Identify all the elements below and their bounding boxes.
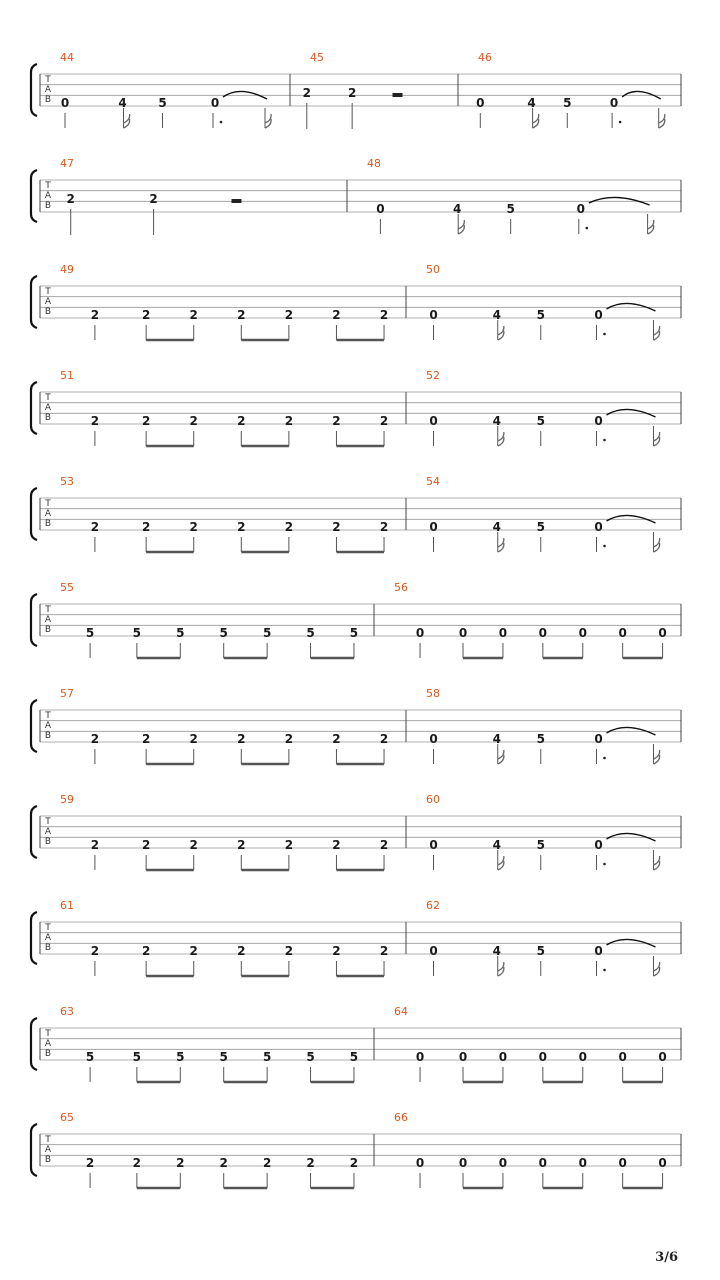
fret-number: 5 xyxy=(219,1050,228,1064)
fret-number: 2 xyxy=(141,838,151,852)
fret-number: 0 xyxy=(458,1050,468,1064)
measure-47 xyxy=(60,157,241,235)
measure-number: 52 xyxy=(426,369,440,382)
fret-number: 4 xyxy=(492,520,501,534)
fret-number: 2 xyxy=(332,944,341,958)
measure-number: 55 xyxy=(60,581,74,594)
half-rest xyxy=(393,93,403,97)
fret-number: 2 xyxy=(189,732,198,746)
measure-62 xyxy=(426,899,660,976)
fret-number: 0 xyxy=(594,308,603,322)
measure-60 xyxy=(426,793,660,870)
tab-clef-letter: B xyxy=(44,413,52,423)
note-flag xyxy=(265,119,271,128)
fret-number: 0 xyxy=(594,732,603,746)
fret-number: 5 xyxy=(85,1050,95,1064)
measure-50 xyxy=(426,263,660,340)
fret-number: 2 xyxy=(219,1156,228,1170)
fret-number: 0 xyxy=(429,944,438,958)
measure-number: 66 xyxy=(394,1111,408,1124)
note-flag xyxy=(498,538,504,547)
augmentation-dot xyxy=(586,227,589,230)
fret-number: 2 xyxy=(284,838,294,852)
fret-number: 0 xyxy=(538,1156,548,1170)
note-flag xyxy=(659,114,665,123)
note-flag xyxy=(654,543,660,552)
tab-clef-letter: T xyxy=(45,499,51,509)
note-flag xyxy=(654,538,660,547)
tab-clef-letter: T xyxy=(45,817,51,827)
fret-number: 0 xyxy=(458,626,468,640)
measure-number: 45 xyxy=(310,51,324,64)
measure-number: 56 xyxy=(394,581,408,594)
tab-clef-letter: A xyxy=(44,933,52,943)
note-flag xyxy=(654,962,660,971)
fret-number: 0 xyxy=(658,1050,667,1064)
fret-number: 2 xyxy=(237,838,246,852)
measure-63 xyxy=(60,1005,358,1082)
tab-system xyxy=(31,687,681,764)
fret-number: 5 xyxy=(132,626,142,640)
system-bracket xyxy=(31,912,37,964)
tab-clef-letter: B xyxy=(44,943,52,953)
fret-number: 0 xyxy=(578,1050,587,1064)
fret-number: 0 xyxy=(594,838,603,852)
fret-number: 2 xyxy=(347,86,357,100)
tab-clef-letter: B xyxy=(44,1049,52,1059)
tab-clef-letter: T xyxy=(45,923,51,933)
tab-clef-letter: T xyxy=(45,1135,51,1145)
note-flag xyxy=(265,114,271,123)
fret-number: 5 xyxy=(536,732,545,746)
fret-number: 2 xyxy=(332,414,341,428)
fret-number: 0 xyxy=(476,96,485,110)
note-flag xyxy=(648,225,654,234)
note-flag xyxy=(533,114,539,123)
note-flag xyxy=(648,220,654,229)
system-bracket xyxy=(31,806,37,858)
note-flag xyxy=(533,119,539,128)
augmentation-dot xyxy=(603,439,606,442)
fret-number: 2 xyxy=(189,520,198,534)
note-flag xyxy=(654,432,660,441)
fret-number: 5 xyxy=(349,1050,359,1064)
measure-number: 60 xyxy=(426,793,440,806)
fret-number: 4 xyxy=(492,838,501,852)
tab-clef-letter: T xyxy=(45,75,51,85)
note-flag xyxy=(654,861,660,870)
fret-number: 0 xyxy=(658,626,667,640)
augmentation-dot xyxy=(220,121,223,124)
note-flag xyxy=(498,967,504,976)
fret-number: 2 xyxy=(284,944,294,958)
fret-number: 5 xyxy=(219,626,228,640)
measure-number: 50 xyxy=(426,263,440,276)
tab-system xyxy=(31,1005,681,1082)
fret-number: 0 xyxy=(210,96,220,110)
measure-45 xyxy=(303,51,403,129)
fret-number: 2 xyxy=(379,520,389,534)
fret-number: 2 xyxy=(379,732,389,746)
fret-number: 4 xyxy=(118,96,127,110)
fret-number: 2 xyxy=(284,520,294,534)
measure-number: 65 xyxy=(60,1111,74,1124)
tab-clef-letter: B xyxy=(44,201,52,211)
fret-number: 2 xyxy=(332,732,341,746)
fret-number: 0 xyxy=(609,96,619,110)
note-flag xyxy=(498,750,504,759)
fret-number: 2 xyxy=(85,1156,95,1170)
tab-clef-letter: A xyxy=(44,1145,52,1155)
fret-number: 0 xyxy=(498,626,508,640)
fret-number: 2 xyxy=(302,86,311,100)
fret-number: 0 xyxy=(429,732,438,746)
fret-number: 2 xyxy=(189,944,198,958)
measure-number: 58 xyxy=(426,687,440,700)
fret-number: 4 xyxy=(453,202,462,216)
tab-clef-letter: A xyxy=(44,721,52,731)
measure-number: 57 xyxy=(60,687,74,700)
fret-number: 5 xyxy=(132,1050,142,1064)
note-flag xyxy=(458,225,464,234)
tab-clef-letter: B xyxy=(44,95,52,105)
fret-number: 2 xyxy=(141,732,151,746)
fret-number: 0 xyxy=(415,626,425,640)
fret-number: 2 xyxy=(237,944,246,958)
fret-number: 2 xyxy=(332,308,341,322)
fret-number: 0 xyxy=(594,944,603,958)
fret-number: 5 xyxy=(506,202,515,216)
fret-number: 2 xyxy=(141,944,151,958)
note-flag xyxy=(654,437,660,446)
fret-number: 5 xyxy=(563,96,572,110)
measure-44 xyxy=(60,51,271,128)
tab-system xyxy=(31,899,681,976)
fret-number: 2 xyxy=(284,732,294,746)
fret-number: 2 xyxy=(66,192,75,206)
augmentation-dot xyxy=(603,333,606,336)
measure-number: 49 xyxy=(60,263,74,276)
tab-clef-letter: B xyxy=(44,731,52,741)
augmentation-dot xyxy=(619,121,622,124)
fret-number: 4 xyxy=(492,414,501,428)
measure-52 xyxy=(426,369,660,446)
measure-61 xyxy=(60,899,388,976)
fret-number: 2 xyxy=(379,308,389,322)
fret-number: 5 xyxy=(536,520,545,534)
note-flag xyxy=(498,437,504,446)
fret-number: 0 xyxy=(415,1050,425,1064)
note-flag xyxy=(654,755,660,764)
fret-number: 0 xyxy=(594,414,603,428)
note-flag xyxy=(498,962,504,971)
measure-number: 46 xyxy=(478,51,492,64)
fret-number: 2 xyxy=(379,414,389,428)
augmentation-dot xyxy=(603,863,606,866)
fret-number: 2 xyxy=(237,414,246,428)
fret-number: 2 xyxy=(262,1156,272,1170)
tab-system xyxy=(31,263,681,340)
measure-66 xyxy=(394,1111,667,1188)
fret-number: 0 xyxy=(429,308,438,322)
tab-clef-letter: A xyxy=(44,85,52,95)
tab-clef-letter: B xyxy=(44,519,52,529)
fret-number: 2 xyxy=(237,732,246,746)
fret-number: 5 xyxy=(158,96,167,110)
tab-clef-letter: A xyxy=(44,403,52,413)
tab-clef-letter: B xyxy=(44,625,52,635)
fret-number: 0 xyxy=(594,520,603,534)
system-bracket xyxy=(31,64,37,116)
fret-number: 5 xyxy=(262,626,272,640)
note-flag xyxy=(458,220,464,229)
fret-number: 2 xyxy=(189,838,198,852)
note-flag xyxy=(124,114,130,123)
tab-clef-letter: A xyxy=(44,615,52,625)
fret-number: 2 xyxy=(379,838,389,852)
measure-56 xyxy=(394,581,667,658)
tab-system xyxy=(31,369,681,446)
measure-number: 51 xyxy=(60,369,74,382)
measure-58 xyxy=(426,687,660,764)
tab-system xyxy=(31,793,681,870)
note-flag xyxy=(498,856,504,865)
tab-clef-letter: A xyxy=(44,827,52,837)
fret-number: 2 xyxy=(90,414,100,428)
fret-number: 0 xyxy=(415,1156,425,1170)
measure-65 xyxy=(60,1111,358,1188)
note-flag xyxy=(498,331,504,340)
fret-number: 2 xyxy=(237,520,246,534)
fret-number: 2 xyxy=(90,308,100,322)
note-flag xyxy=(498,326,504,335)
note-flag xyxy=(498,432,504,441)
fret-number: 2 xyxy=(90,838,100,852)
system-bracket xyxy=(31,382,37,434)
fret-number: 5 xyxy=(262,1050,272,1064)
tab-clef-letter: T xyxy=(45,711,51,721)
page-number: 3/6 xyxy=(655,1250,678,1265)
system-bracket xyxy=(31,1018,37,1070)
tab-clef-letter: T xyxy=(45,393,51,403)
fret-number: 2 xyxy=(90,732,100,746)
fret-number: 5 xyxy=(176,626,185,640)
fret-number: 2 xyxy=(379,944,389,958)
tab-clef-letter: A xyxy=(44,297,52,307)
note-flag xyxy=(654,331,660,340)
fret-number: 2 xyxy=(141,414,151,428)
system-bracket xyxy=(31,488,37,540)
measure-46 xyxy=(476,51,665,128)
fret-number: 2 xyxy=(90,944,100,958)
tab-clef-letter: T xyxy=(45,1029,51,1039)
fret-number: 2 xyxy=(332,838,341,852)
augmentation-dot xyxy=(603,545,606,548)
fret-number: 2 xyxy=(176,1156,185,1170)
note-flag xyxy=(498,543,504,552)
fret-number: 4 xyxy=(492,308,501,322)
measure-number: 47 xyxy=(60,157,74,170)
measure-59 xyxy=(60,793,388,870)
measure-number: 64 xyxy=(394,1005,408,1018)
note-flag xyxy=(654,967,660,976)
system-bracket xyxy=(31,700,37,752)
fret-number: 2 xyxy=(306,1156,315,1170)
augmentation-dot xyxy=(603,757,606,760)
tab-clef-letter: B xyxy=(44,1155,52,1165)
measure-number: 53 xyxy=(60,475,74,488)
measure-number: 62 xyxy=(426,899,440,912)
measure-49 xyxy=(60,263,388,340)
fret-number: 4 xyxy=(492,732,501,746)
fret-number: 0 xyxy=(618,1050,627,1064)
tab-system xyxy=(31,1111,681,1188)
fret-number: 0 xyxy=(458,1156,468,1170)
tab-system xyxy=(31,51,681,129)
fret-number: 5 xyxy=(536,944,545,958)
tab-clef-letter: T xyxy=(45,287,51,297)
system-bracket xyxy=(31,1124,37,1176)
fret-number: 5 xyxy=(85,626,95,640)
fret-number: 2 xyxy=(189,414,198,428)
fret-number: 0 xyxy=(498,1156,508,1170)
fret-number: 0 xyxy=(658,1156,667,1170)
half-rest xyxy=(231,199,241,203)
measure-number: 48 xyxy=(367,157,381,170)
measure-48 xyxy=(367,157,654,234)
tab-clef-letter: T xyxy=(45,181,51,191)
measure-number: 59 xyxy=(60,793,74,806)
fret-number: 5 xyxy=(536,414,545,428)
note-flag xyxy=(498,755,504,764)
measure-55 xyxy=(60,581,358,658)
measure-53 xyxy=(60,475,388,552)
measure-number: 54 xyxy=(426,475,440,488)
fret-number: 0 xyxy=(429,414,438,428)
tab-clef-letter: A xyxy=(44,191,52,201)
fret-number: 5 xyxy=(536,838,545,852)
fret-number: 2 xyxy=(332,520,341,534)
fret-number: 5 xyxy=(176,1050,185,1064)
note-flag xyxy=(124,119,130,128)
fret-number: 2 xyxy=(141,520,151,534)
fret-number: 2 xyxy=(90,520,100,534)
fret-number: 0 xyxy=(429,520,438,534)
fret-number: 0 xyxy=(538,626,548,640)
fret-number: 2 xyxy=(189,308,198,322)
measure-54 xyxy=(426,475,660,552)
measure-number: 44 xyxy=(60,51,74,64)
fret-number: 0 xyxy=(578,1156,587,1170)
fret-number: 2 xyxy=(132,1156,142,1170)
measure-57 xyxy=(60,687,388,764)
system-bracket xyxy=(31,170,37,222)
measure-64 xyxy=(394,1005,667,1082)
note-flag xyxy=(498,861,504,870)
fret-number: 0 xyxy=(538,1050,548,1064)
fret-number: 0 xyxy=(429,838,438,852)
fret-number: 5 xyxy=(306,1050,315,1064)
tab-system xyxy=(31,581,681,658)
fret-number: 0 xyxy=(498,1050,508,1064)
fret-number: 0 xyxy=(618,1156,627,1170)
fret-number: 2 xyxy=(284,414,294,428)
tab-clef-letter: B xyxy=(44,307,52,317)
tab-clef-letter: B xyxy=(44,837,52,847)
fret-number: 0 xyxy=(376,202,385,216)
note-flag xyxy=(659,119,665,128)
fret-number: 0 xyxy=(578,626,587,640)
fret-number: 4 xyxy=(527,96,536,110)
fret-number: 2 xyxy=(349,1156,359,1170)
augmentation-dot xyxy=(603,969,606,972)
fret-number: 2 xyxy=(237,308,246,322)
measure-51 xyxy=(60,369,388,446)
tab-clef-letter: A xyxy=(44,509,52,519)
system-bracket xyxy=(31,276,37,328)
fret-number: 0 xyxy=(60,96,70,110)
tab-clef-letter: A xyxy=(44,1039,52,1049)
tab-system xyxy=(31,157,681,235)
fret-number: 4 xyxy=(492,944,501,958)
note-flag xyxy=(654,326,660,335)
measure-number: 61 xyxy=(60,899,74,912)
note-flag xyxy=(654,856,660,865)
fret-number: 0 xyxy=(576,202,585,216)
system-bracket xyxy=(31,594,37,646)
tab-system xyxy=(31,475,681,552)
tab-clef-letter: T xyxy=(45,605,51,615)
measure-number: 63 xyxy=(60,1005,74,1018)
fret-number: 5 xyxy=(306,626,315,640)
fret-number: 2 xyxy=(141,308,151,322)
fret-number: 2 xyxy=(149,192,158,206)
fret-number: 2 xyxy=(284,308,294,322)
fret-number: 5 xyxy=(536,308,545,322)
fret-number: 0 xyxy=(618,626,627,640)
fret-number: 5 xyxy=(349,626,359,640)
note-flag xyxy=(654,750,660,759)
